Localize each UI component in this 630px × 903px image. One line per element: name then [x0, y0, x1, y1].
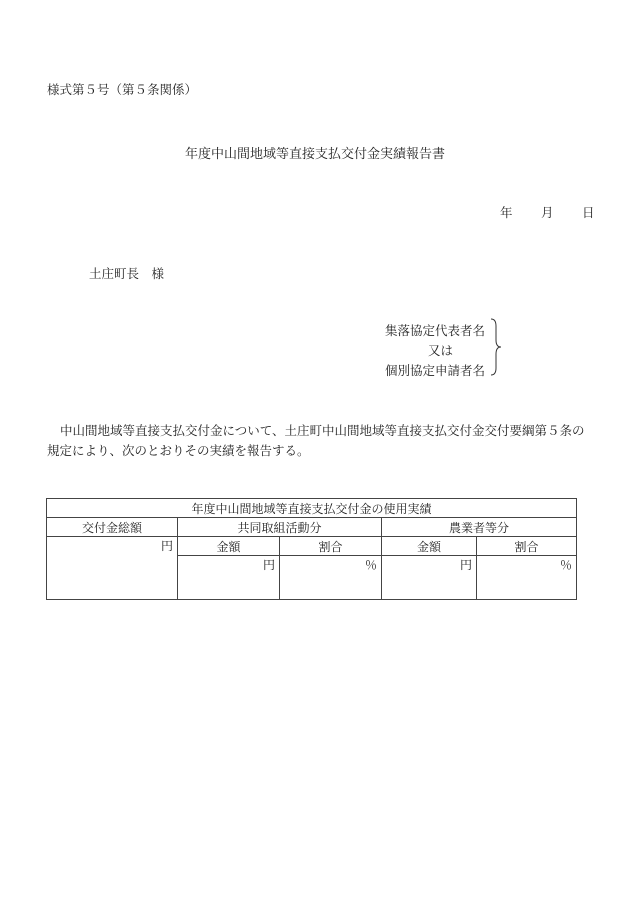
date-month-label: 月	[541, 205, 554, 220]
date-day-label: 日	[582, 205, 595, 220]
table-title: 年度中山間地域等直接支払交付金の使用実績	[47, 499, 577, 518]
header-total: 交付金総額	[47, 518, 178, 537]
body-paragraph: 中山間地域等直接支払交付金について、土庄町中山間地域等直接支払交付金交付要綱第５条の規定により、次のとおりその実績を報告する。	[47, 423, 585, 458]
signature-line-or: 又は	[428, 343, 454, 358]
signature-line-representative: 集落協定代表者名	[385, 323, 486, 338]
form-number: 様式第５号（第５条関係）	[47, 82, 198, 97]
farmer-amount-cell[interactable]	[382, 556, 477, 600]
unit-percent: ％	[364, 558, 377, 572]
usage-table	[46, 498, 577, 600]
total-amount-cell[interactable]	[47, 537, 178, 600]
date-year-label: 年	[500, 205, 513, 220]
joint-ratio-cell[interactable]	[280, 556, 382, 600]
unit-yen: 円	[160, 539, 173, 553]
subheader-joint-ratio: 割合	[280, 537, 382, 556]
addressee: 土庄町長 様	[89, 266, 165, 281]
subheader-farmer-ratio: 割合	[477, 537, 577, 556]
header-farmer: 農業者等分	[382, 518, 577, 537]
joint-amount-cell[interactable]	[178, 556, 280, 600]
subheader-farmer-amount: 金額	[382, 537, 477, 556]
subheader-joint-amount: 金額	[178, 537, 280, 556]
signature-line-applicant: 個別協定申請者名	[385, 363, 486, 378]
unit-yen: 円	[459, 558, 472, 572]
unit-percent: ％	[560, 558, 573, 572]
farmer-ratio-cell[interactable]	[477, 556, 577, 600]
document-title: 年度中山間地域等直接支払交付金実績報告書	[184, 147, 445, 162]
right-brace-icon	[490, 318, 502, 376]
unit-yen: 円	[262, 558, 275, 572]
header-joint-activity: 共同取組活動分	[178, 518, 382, 537]
